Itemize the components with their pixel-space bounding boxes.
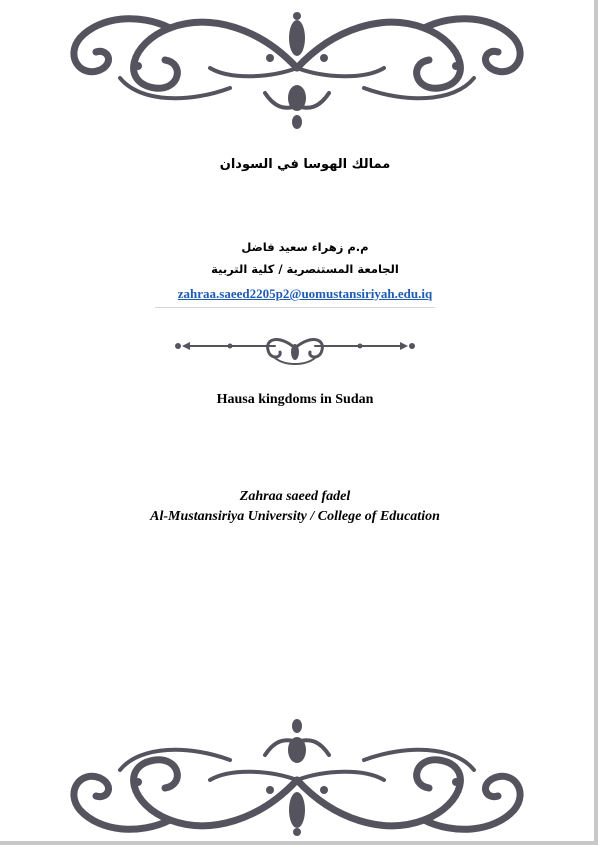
top-ornament-icon	[60, 8, 534, 133]
divider-line	[155, 307, 435, 308]
divider-ornament-icon	[170, 330, 420, 370]
english-title: Hausa kingdoms in Sudan	[216, 392, 374, 407]
arabic-author: م.م زهراء سعيد فاضل	[241, 240, 369, 254]
email-link[interactable]: zahraa.saeed2205p2@uomustansiriyah.edu.iq	[177, 286, 433, 301]
english-affiliation: Al-Mustansiriya University / College of Education	[150, 509, 440, 524]
arabic-title: ممالك الهوسا في السودان	[219, 157, 391, 172]
english-author: Zahraa saeed fadel	[239, 489, 351, 504]
page-edge-bottom	[0, 841, 598, 845]
page-edge-right	[594, 0, 598, 845]
bottom-ornament-icon	[60, 712, 534, 840]
arabic-affiliation: الجامعة المستنصرية / كلية التربية	[211, 262, 399, 276]
